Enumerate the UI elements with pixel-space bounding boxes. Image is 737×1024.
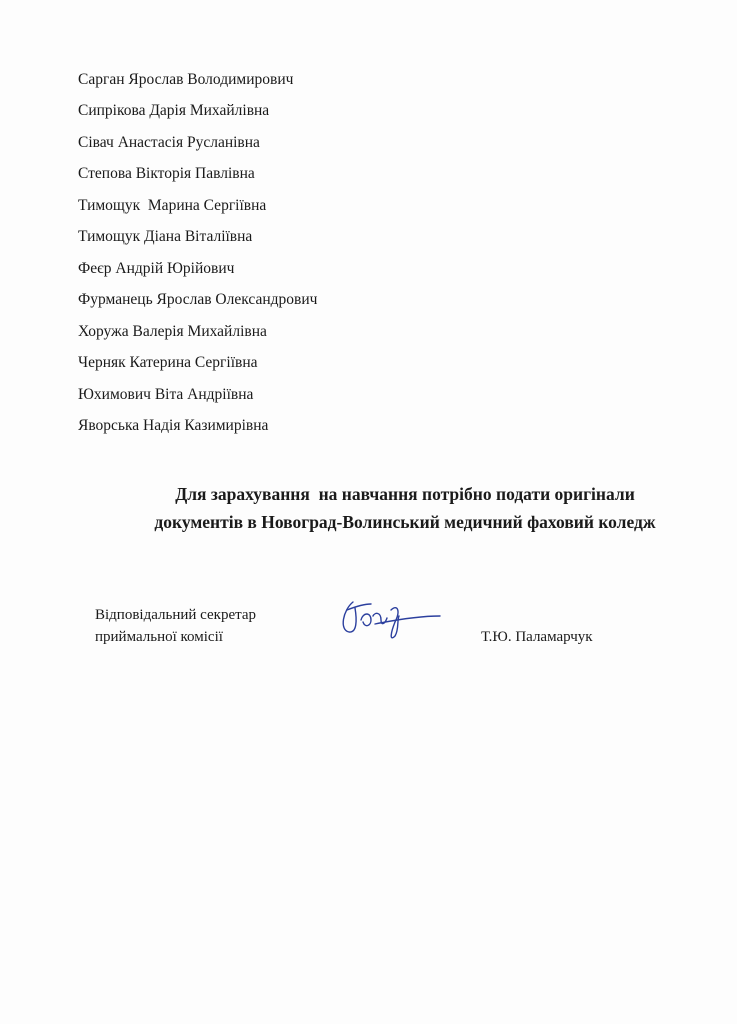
list-item: Тимощук Марина Сергіївна (78, 197, 267, 214)
list-item: Сівач Анастасія Русланівна (78, 134, 260, 151)
title-line-1: Відповідальний секретар (95, 607, 257, 623)
title-line-2: приймальної комісії (95, 629, 223, 645)
list-item: Яворська Надія Казимирівна (78, 417, 269, 434)
list-item: Фурманець Ярослав Олександрович (78, 291, 318, 308)
list-item: Сарган Ярослав Володимирович (78, 71, 294, 88)
enrollment-notice (0, 480, 737, 536)
signatory-name: Т.Ю. Паламарчук (481, 629, 593, 645)
notice-line-2: документів в Новоград-Волинський медичний фаховий коледж (154, 512, 656, 532)
signatory-title (95, 604, 256, 648)
list-item: Тимощук Діана Віталіївна (78, 228, 253, 245)
list-item: Черняк Катерина Сергіївна (78, 354, 258, 371)
list-item: Степова Вікторія Павлівна (78, 165, 255, 182)
list-item: Хоружа Валерія Михайлівна (78, 323, 267, 340)
list-item: Сипрікова Дарія Михайлівна (78, 102, 270, 119)
handwritten-signature (335, 590, 445, 645)
notice-line-1: Для зарахування на навчання потрібно подати оригінали (175, 484, 635, 504)
list-item: Феєр Андрій Юрійович (78, 260, 235, 277)
list-item: Юхимович Віта Андріївна (78, 386, 254, 403)
